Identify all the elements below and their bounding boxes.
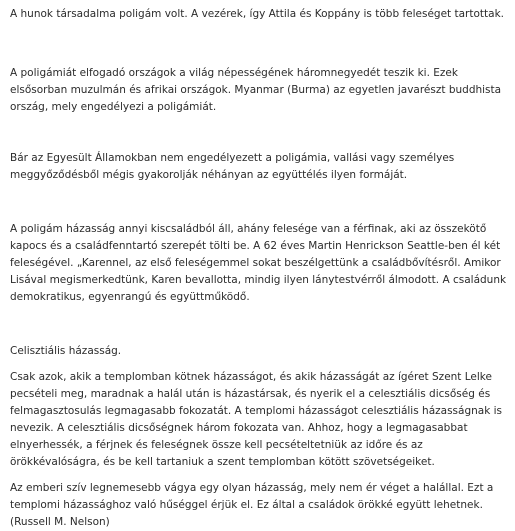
- paragraph-nelson-quote: Az emberi szív legnemesebb vágya egy olyan házasság, mely nem ér véget a halállal. Ezt a templomi házassághoz való hűséggel érjük el. Ez által a családok örökké együtt lehetnek. (Russell M. Nelson): [10, 482, 494, 528]
- section-heading-celestial-marriage: Celisztiális házasság.: [10, 345, 122, 357]
- paragraph-polygamy-countries: A poligámiát elfogadó országok a világ népességének háromnegyedét teszik ki. Ezek elsősorban muzulmán és afrikai országok. Myanmar (Burma) az egyetlen javarészt buddhista ország, mely engedélyezi a poligámiát.: [10, 67, 502, 113]
- paragraph-hun-polygamy: A hunok társadalma poligám volt. A vezérek, így Attila és Koppány is több feleséget tartottak.: [10, 8, 504, 20]
- paragraph-polygamous-marriage: A poligám házasság annyi kiscsaládból áll, ahány felesége van a férfinak, aki az összekötő kapocs és a családfenntartó szerepét tölti be. A 62 éves Martin Henrickson Seattle-ben él két feleségével. „Karennel, az első feleségemmel sokat beszélgettünk a családbővítésről. Amikor Lisával megismerkedtünk, Karen bevallotta, mindig ilyen lánytestvérről álmodott. A családunk demokratikus, egyenrangú és együttműködő.: [10, 223, 507, 303]
- paragraph-temple-marriage: Csak azok, akik a templomban kötnek házasságot, és akik házasságát az ígéret Szent Lelke pecsételi meg, maradnak a halál után is házastársak, és nyerik el a celesztiális dicsőség és felmagasztosulás legmagasabb fokozatát. A templomi házasságot celesztiális házasságnak is nevezik. A celesztiális dicsőségnek három fokozata van. Ahhoz, hogy a legmagasabbat elnyerhessék, a férjnek és feleségnek össze kell pecsételtetniük az időre és az örökkévalóságra, és be kell tartaniuk a szent templomban kötött szövetségeiket.: [10, 371, 503, 468]
- paragraph-usa-polygamy: Bár az Egyesült Államokban nem engedélyezett a poligámia, vallási vagy személyes meggyőződésből mégis gyakorolják néhányan az együttélés ilyen formáját.: [10, 152, 455, 181]
